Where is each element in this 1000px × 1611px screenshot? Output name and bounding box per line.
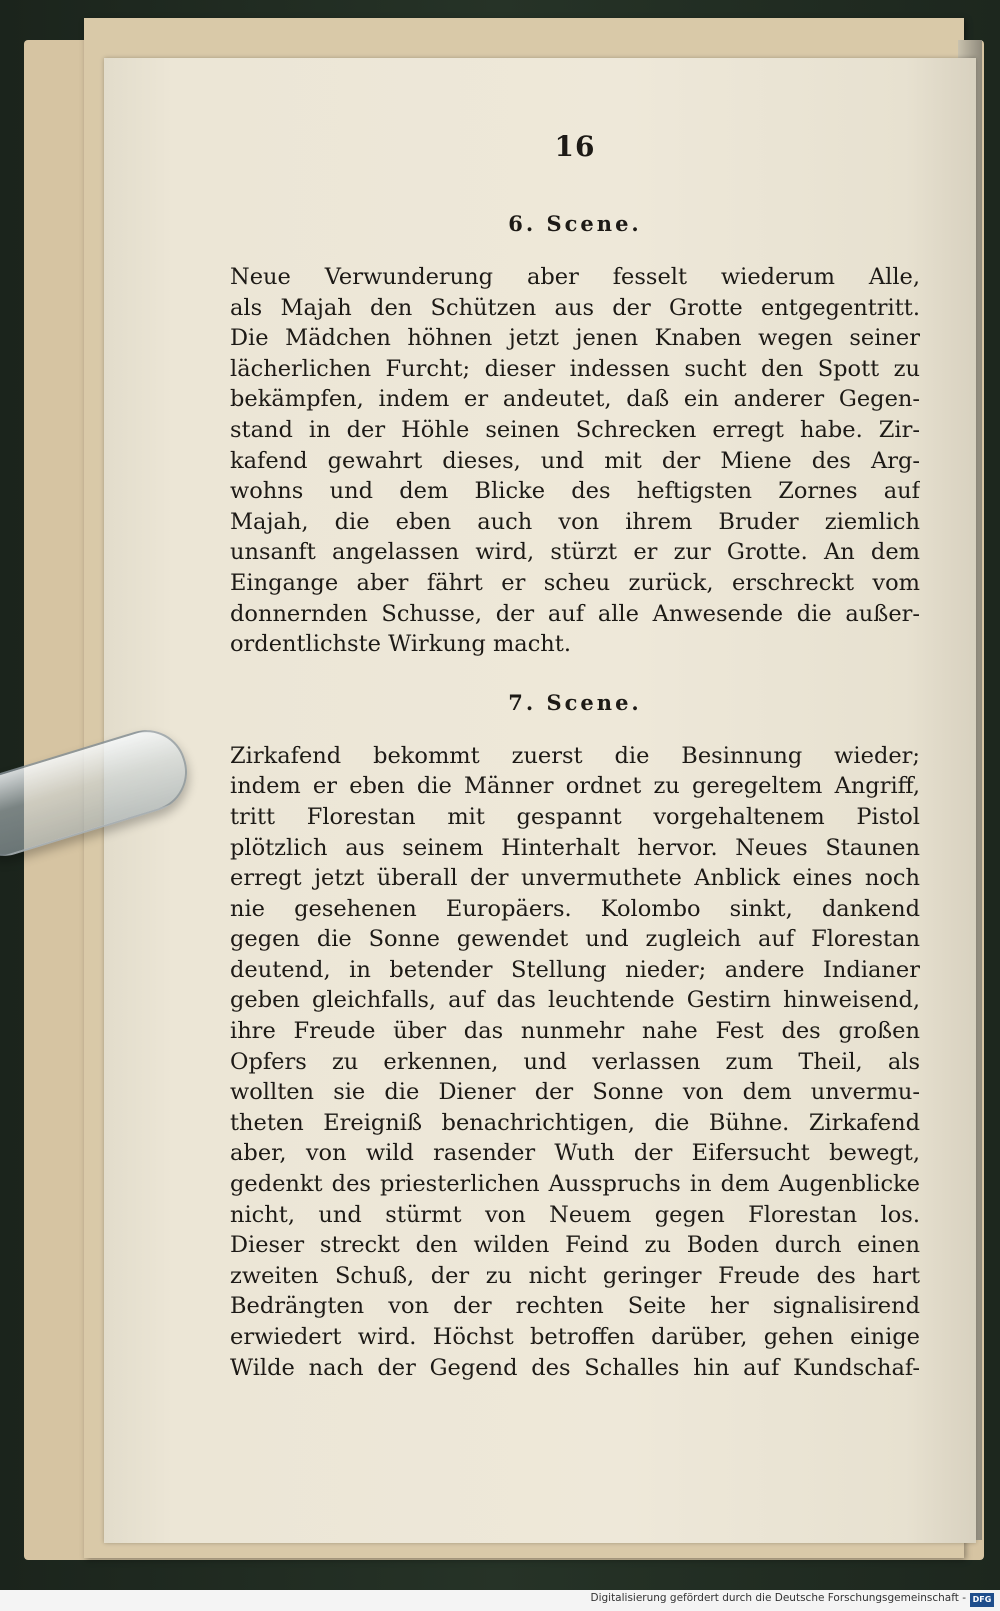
text-line: plötzlich aus seinem Hinterhalt hervor. Neues Staunen (230, 834, 920, 861)
text-line: ihre Freude über das nunmehr nahe Fest des großen (230, 1018, 920, 1045)
text-line: Die Mädchen höhnen jetzt jenen Knaben wegen seiner (230, 325, 920, 352)
text-line: Wilde nach der Gegend des Schalles hin auf Kundschaf- (230, 1354, 920, 1381)
scene-6-paragraph (230, 262, 920, 660)
scene-6-heading: 6. Scene. (508, 211, 642, 236)
text-line: Eingange aber fährt er scheu zurück, erschreckt vom (230, 569, 920, 596)
text-line: bekämpfen, indem er andeutet, daß ein anderer Gegen- (230, 386, 920, 413)
footer-credit: Digitalisierung gefördert durch die Deutsche Forschungsgemeinschaft - (590, 1592, 966, 1604)
text-line: als Majah den Schützen aus der Grotte entgegentritt. (230, 294, 920, 321)
text-line: Neue Verwunderung aber fesselt wiederum Alle, (230, 264, 920, 290)
text-line: lächerlichen Furcht; dieser indessen sucht den Spott zu (230, 355, 920, 382)
text-line: tritt Florestan mit gespannt vorgehaltenem Pistol (230, 803, 920, 830)
text-line: stand in der Höhle seinen Schrecken erregt habe. Zir- (230, 416, 920, 443)
text-line: gegen die Sonne gewendet und zugleich auf Florestan (230, 926, 920, 953)
text-line: geben gleichfalls, auf das leuchtende Gestirn hinweisend, (230, 987, 920, 1014)
text-line: erwiedert wird. Höchst betroffen darüber, gehen einige (230, 1324, 920, 1350)
text-line: zweiten Schuß, der zu nicht geringer Freude des hart (230, 1262, 920, 1289)
text-line: Bedrängten von der rechten Seite her signalisirend (230, 1293, 920, 1320)
text-line: Majah, die eben auch von ihrem Bruder ziemlich (230, 508, 920, 535)
text-line: nie gesehenen Europäers. Kolombo sinkt, dankend (230, 895, 920, 922)
page-number: 16 (554, 130, 596, 163)
text-line: Opfers zu erkennen, und verlassen zum Theil, als (230, 1048, 920, 1075)
text-line: aber, von wild rasender Wuth der Eifersucht bewegt, (230, 1140, 920, 1167)
text-line: unsanft angelassen wird, stürzt er zur Grotte. An dem (230, 539, 920, 566)
text-line: nicht, und stürmt von Neuem gegen Florestan los. (230, 1201, 920, 1228)
text-line: kafend gewahrt dieses, und mit der Miene des Arg- (230, 447, 920, 474)
text-line: deutend, in betender Stellung nieder; andere Indianer (230, 956, 920, 983)
text-line: indem er eben die Männer ordnet zu geregeltem Angriff, (230, 773, 920, 800)
text-line: gedenkt des priesterlichen Ausspruchs in dem Augenblicke (230, 1171, 920, 1198)
text-line: erregt jetzt überall der unvermuthete Anblick eines noch (230, 865, 920, 892)
scene-gap (230, 660, 920, 690)
scene-7-paragraph (230, 741, 920, 1383)
text-line: wollten sie die Diener der Sonne von dem unvermu- (230, 1079, 920, 1106)
text-line: wohns und dem Blicke des heftigsten Zornes auf (230, 478, 920, 505)
dfg-logo-icon: DFG (970, 1593, 994, 1607)
text-line: theten Ereigniß benachrichtigen, die Bühne. Zirkafend (230, 1109, 920, 1136)
page-content (230, 130, 920, 1383)
text-line: Zirkafend bekommt zuerst die Besinnung wieder; (230, 742, 920, 769)
scene-7-heading: 7. Scene. (508, 689, 642, 715)
text-line: donnernden Schusse, der auf alle Anwesende die außer- (230, 600, 920, 627)
text-line: ordentlichste Wirkung macht. (230, 631, 571, 658)
text-line: Dieser streckt den wilden Feind zu Boden durch einen (230, 1232, 920, 1259)
